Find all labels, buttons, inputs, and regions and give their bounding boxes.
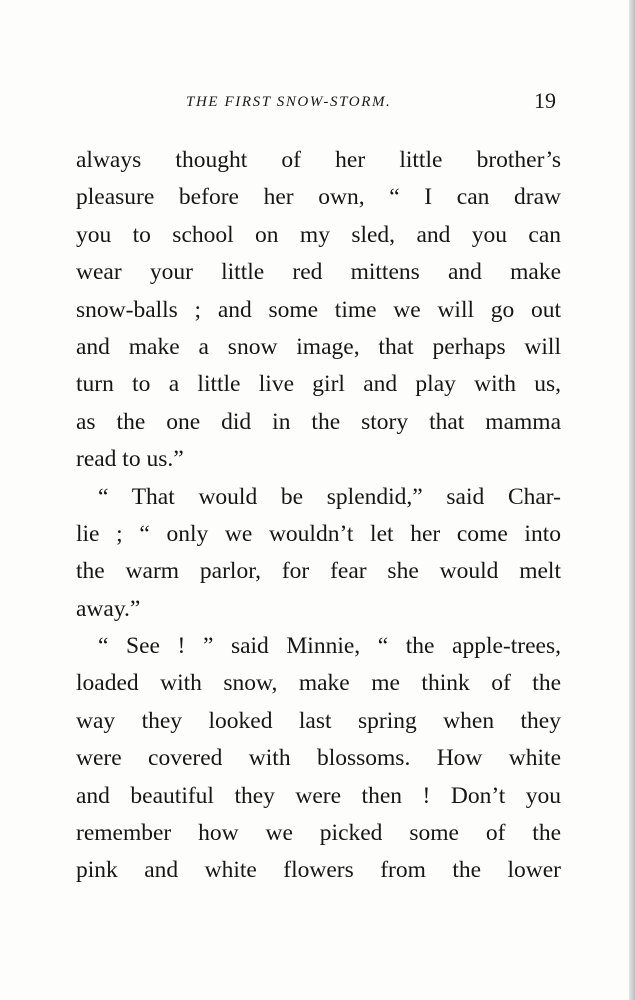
body-text [76,142,561,890]
text-line: “ See ! ” said Minnie, “ the apple-trees, [98,633,561,660]
page-edge-shadow [629,0,635,1000]
text-line: and beautiful they were then ! Don’t you [76,782,561,809]
page-number: 19 [534,88,556,113]
text-line: remember how we picked some of the [76,820,561,847]
text-line: as the one did in the story that mamma [76,408,561,435]
paragraph [76,142,561,479]
page-header [0,86,635,120]
text-line: were covered with blossoms. How white [76,745,561,772]
paragraph [76,479,561,629]
text-line: and make a snow image, that perhaps will [76,333,561,360]
paragraph [76,628,561,890]
text-line: always thought of her little brother’s [76,147,561,173]
text-line: the warm parlor, for fear she would melt [76,558,561,585]
text-line: loaded with snow, make me think of the [76,670,561,697]
text-line: lie ; “ only we wouldn’t let her come into [76,520,561,547]
text-line: turn to a little live girl and play with us, [76,371,561,398]
text-line: wear your little red mittens and make [76,259,561,286]
text-line: read to us.” [76,446,184,473]
text-line: snow-balls ; and some time we will go out [76,296,561,323]
text-line: way they looked last spring when they [76,707,561,734]
text-line: pleasure before her own, “ I can draw [76,184,561,211]
text-line: you to school on my sled, and you can [76,221,561,248]
running-title: THE FIRST SNOW-STORM. [186,94,392,110]
text-line: “ That would be splendid,” said Char- [98,483,561,510]
text-line: pink and white flowers from the lower [76,857,561,884]
text-line: away.” [76,595,141,622]
